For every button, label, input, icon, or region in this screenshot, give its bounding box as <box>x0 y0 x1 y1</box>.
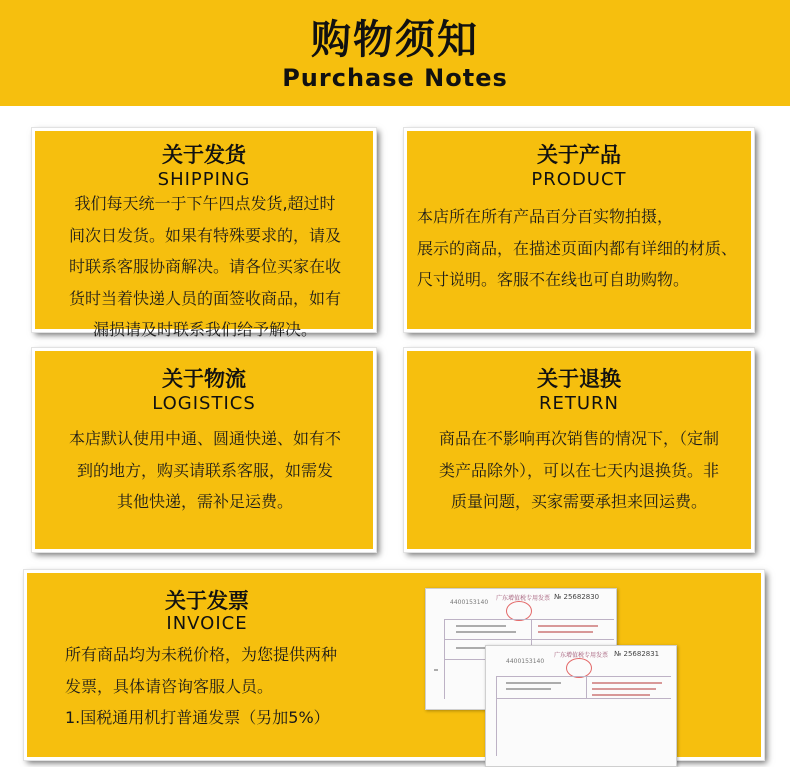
page-title: 购物须知 <box>311 17 479 63</box>
shipping-line: 我们每天统一于下午四点发货,超过时 <box>74 194 336 213</box>
product-line: 展示的商品，在描述页面内都有详细的材质、 <box>417 238 738 258</box>
shipping-subtitle: SHIPPING <box>157 169 251 190</box>
product-body <box>417 201 745 296</box>
invoice-code: 4400153140 <box>506 658 545 665</box>
return-subtitle: RETURN <box>538 393 620 414</box>
invoice-number: № 25682830 <box>554 593 600 601</box>
logistics-subtitle: LOGISTICS <box>152 393 256 414</box>
logistics-card <box>32 348 376 552</box>
page-subtitle: Purchase Notes <box>282 64 508 92</box>
invoice-rule <box>496 676 497 756</box>
invoice-subtitle: INVOICE <box>166 613 248 634</box>
shipping-body <box>41 188 369 346</box>
logistics-body <box>41 423 369 518</box>
return-title: 关于退换 <box>537 367 621 391</box>
shipping-line: 时联系客服协商解决。请各位买家在收 <box>68 257 341 276</box>
invoice-header: 广东增值税专用发票 <box>496 595 551 602</box>
return-body <box>413 423 745 518</box>
invoice-line: 1.国税通用机打普通发票（另加5%） <box>65 708 330 727</box>
invoice-stamp <box>566 658 592 678</box>
invoice-text <box>538 631 593 633</box>
invoice-code: 4400153140 <box>450 599 489 606</box>
product-subtitle: PRODUCT <box>531 169 627 190</box>
invoice-text <box>592 694 650 696</box>
logistics-line: 到的地方，购买请联系客服，如需发 <box>76 460 333 480</box>
logistics-line: 本店默认使用中通、圆通快递、如有不 <box>68 429 341 448</box>
header-banner <box>0 0 790 106</box>
invoice-title: 关于发票 <box>165 589 249 613</box>
shipping-line: 漏损请及时联系我们给予解决。 <box>92 320 317 339</box>
invoice-body <box>65 639 395 734</box>
invoice-text <box>434 669 438 671</box>
invoice-rule <box>444 639 614 640</box>
invoice-number: № 25682831 <box>614 650 660 658</box>
product-title: 关于产品 <box>537 143 621 167</box>
invoice-line: 发票，具体请咨询客服人员。 <box>65 676 274 696</box>
shipping-line: 货时当着快递人员的面签收商品，如有 <box>68 288 341 308</box>
invoice-rule <box>444 619 614 620</box>
return-line: 商品在不影响再次销售的情况下，（定制 <box>438 429 719 448</box>
return-line: 类产品除外），可以在七天内退换货。非 <box>438 460 719 480</box>
invoice-text <box>506 688 551 690</box>
shipping-line: 间次日发货。如果有特殊要求的，请及 <box>68 225 341 245</box>
shipping-card <box>32 128 376 339</box>
invoice-rule <box>586 676 587 698</box>
logistics-line: 其他快递，需补足运费。 <box>116 492 293 511</box>
invoice-text <box>506 682 561 684</box>
product-line: 本店所在所有产品百分百实物拍摄， <box>417 207 674 226</box>
invoice-text <box>456 625 506 627</box>
invoice-rule <box>444 619 445 699</box>
return-line: 质量问题，买家需要承担来回运费。 <box>450 492 707 511</box>
invoice-text <box>456 631 516 633</box>
invoice-sample-image <box>485 645 677 767</box>
product-line: 尺寸说明。客服不在线也可自助购物。 <box>417 270 690 289</box>
invoice-line: 所有商品均为未税价格，为您提供两种 <box>65 645 338 664</box>
invoice-stamp <box>506 601 532 621</box>
invoice-card <box>24 570 764 760</box>
invoice-rule <box>496 698 671 699</box>
invoice-text <box>592 682 662 684</box>
logistics-title: 关于物流 <box>162 367 246 391</box>
invoice-text <box>538 625 598 627</box>
shipping-title: 关于发货 <box>162 143 246 167</box>
invoice-header: 广东增值税专用发票 <box>554 652 609 659</box>
invoice-rule <box>496 676 671 677</box>
return-card <box>404 348 754 552</box>
product-card <box>404 128 754 332</box>
invoice-text <box>592 688 656 690</box>
